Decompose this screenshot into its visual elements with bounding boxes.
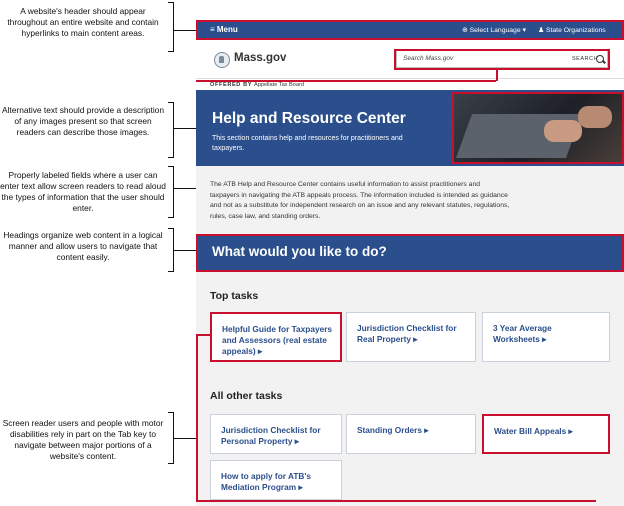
task-card-label: Jurisdiction Checklist for Personal Property ▸ (221, 425, 321, 446)
state-organizations-link[interactable]: ♟ State Organizations (538, 27, 606, 34)
search-label[interactable]: SEARCH (572, 56, 598, 62)
annotation-headings: Headings organize web content in a logical manner and allow users to navigate that content easily. (3, 230, 163, 262)
task-card-jurisdiction-personal[interactable] (210, 414, 342, 454)
offered-by-org-link[interactable]: Appellate Tax Board (254, 82, 304, 88)
connector-headings (174, 250, 196, 251)
offered-by-label: OFFERED BY (210, 82, 253, 88)
page-title: Help and Resource Center (212, 110, 406, 127)
task-card-label: Water Bill Appeals ▸ (494, 426, 573, 436)
highlight-header (196, 20, 624, 40)
bracket-header (168, 2, 174, 52)
annotation-alt-text: Alternative text should provide a description of any images present so that screen readers can describe those images. (1, 105, 164, 137)
red-connector-tasks (196, 334, 212, 336)
connector-tab-key (174, 438, 196, 439)
task-card-jurisdiction-real[interactable] (346, 312, 476, 362)
bracket-fields (168, 166, 174, 218)
annotation-header: A website's header should appear throughout an entire website and contain hyperlinks to main content areas. (7, 6, 159, 38)
what-to-do-heading: What would you like to do? (212, 244, 387, 259)
menu-button[interactable]: ≡ Menu (210, 25, 238, 34)
red-connector-tasks-v (196, 334, 198, 500)
search-input[interactable]: Search Mass.gov (403, 55, 454, 62)
highlight-search (394, 49, 610, 70)
task-card-helpful-guide[interactable] (210, 312, 342, 362)
task-card-label: 3 Year Average Worksheets ▸ (493, 323, 552, 344)
red-connector-tasks-bottom (196, 500, 596, 502)
annotation-fields: Properly labeled fields where a user can enter text allow screen readers to read aloud the types of information that the user should enter. (0, 170, 166, 213)
red-connector-search-v (496, 70, 498, 81)
top-tasks-heading: Top tasks (210, 290, 259, 302)
task-card-label: Helpful Guide for Taxpayers and Assessors (real estate appeals) ▸ (222, 324, 333, 356)
connector-fields (174, 188, 196, 189)
task-card-mediation[interactable] (210, 460, 342, 500)
website-screenshot (196, 20, 624, 506)
site-logo[interactable]: Mass.gov (234, 52, 287, 64)
task-card-label: Jurisdiction Checklist for Real Property ▸ (357, 323, 457, 344)
red-connector-search (196, 80, 496, 82)
task-card-label: Standing Orders ▸ (357, 425, 429, 435)
bracket-alt-text (168, 102, 174, 158)
highlight-heading (196, 234, 624, 272)
select-language-button[interactable]: ⊕ Select Language ▾ (462, 27, 526, 34)
highlight-image (452, 92, 624, 164)
intro-paragraph: The ATB Help and Resource Center contains useful information to assist practitioners and taxpayers in navigating the ATB appeals process. The information included is intended as guidance and not as a substitute for independent research on an issue and any relevant statutes, regulations, rules, case law, and standing orders. (210, 181, 510, 220)
other-tasks-heading: All other tasks (210, 390, 283, 402)
task-card-3yr-average[interactable] (482, 312, 610, 362)
page-subtitle: This section contains help and resources for practitioners and taxpayers. (212, 135, 403, 152)
annotation-tab-key: Screen reader users and people with motor disabilities rely in part on the Tab key to navigate between major portions of a website's content. (2, 418, 164, 461)
connector-alt-text (174, 128, 196, 129)
connector-header (174, 30, 196, 31)
mass-seal-icon (214, 52, 230, 68)
task-card-water-bill[interactable] (482, 414, 610, 454)
task-card-label: How to apply for ATB's Mediation Program ▸ (221, 471, 312, 492)
task-card-standing-orders[interactable] (346, 414, 476, 454)
